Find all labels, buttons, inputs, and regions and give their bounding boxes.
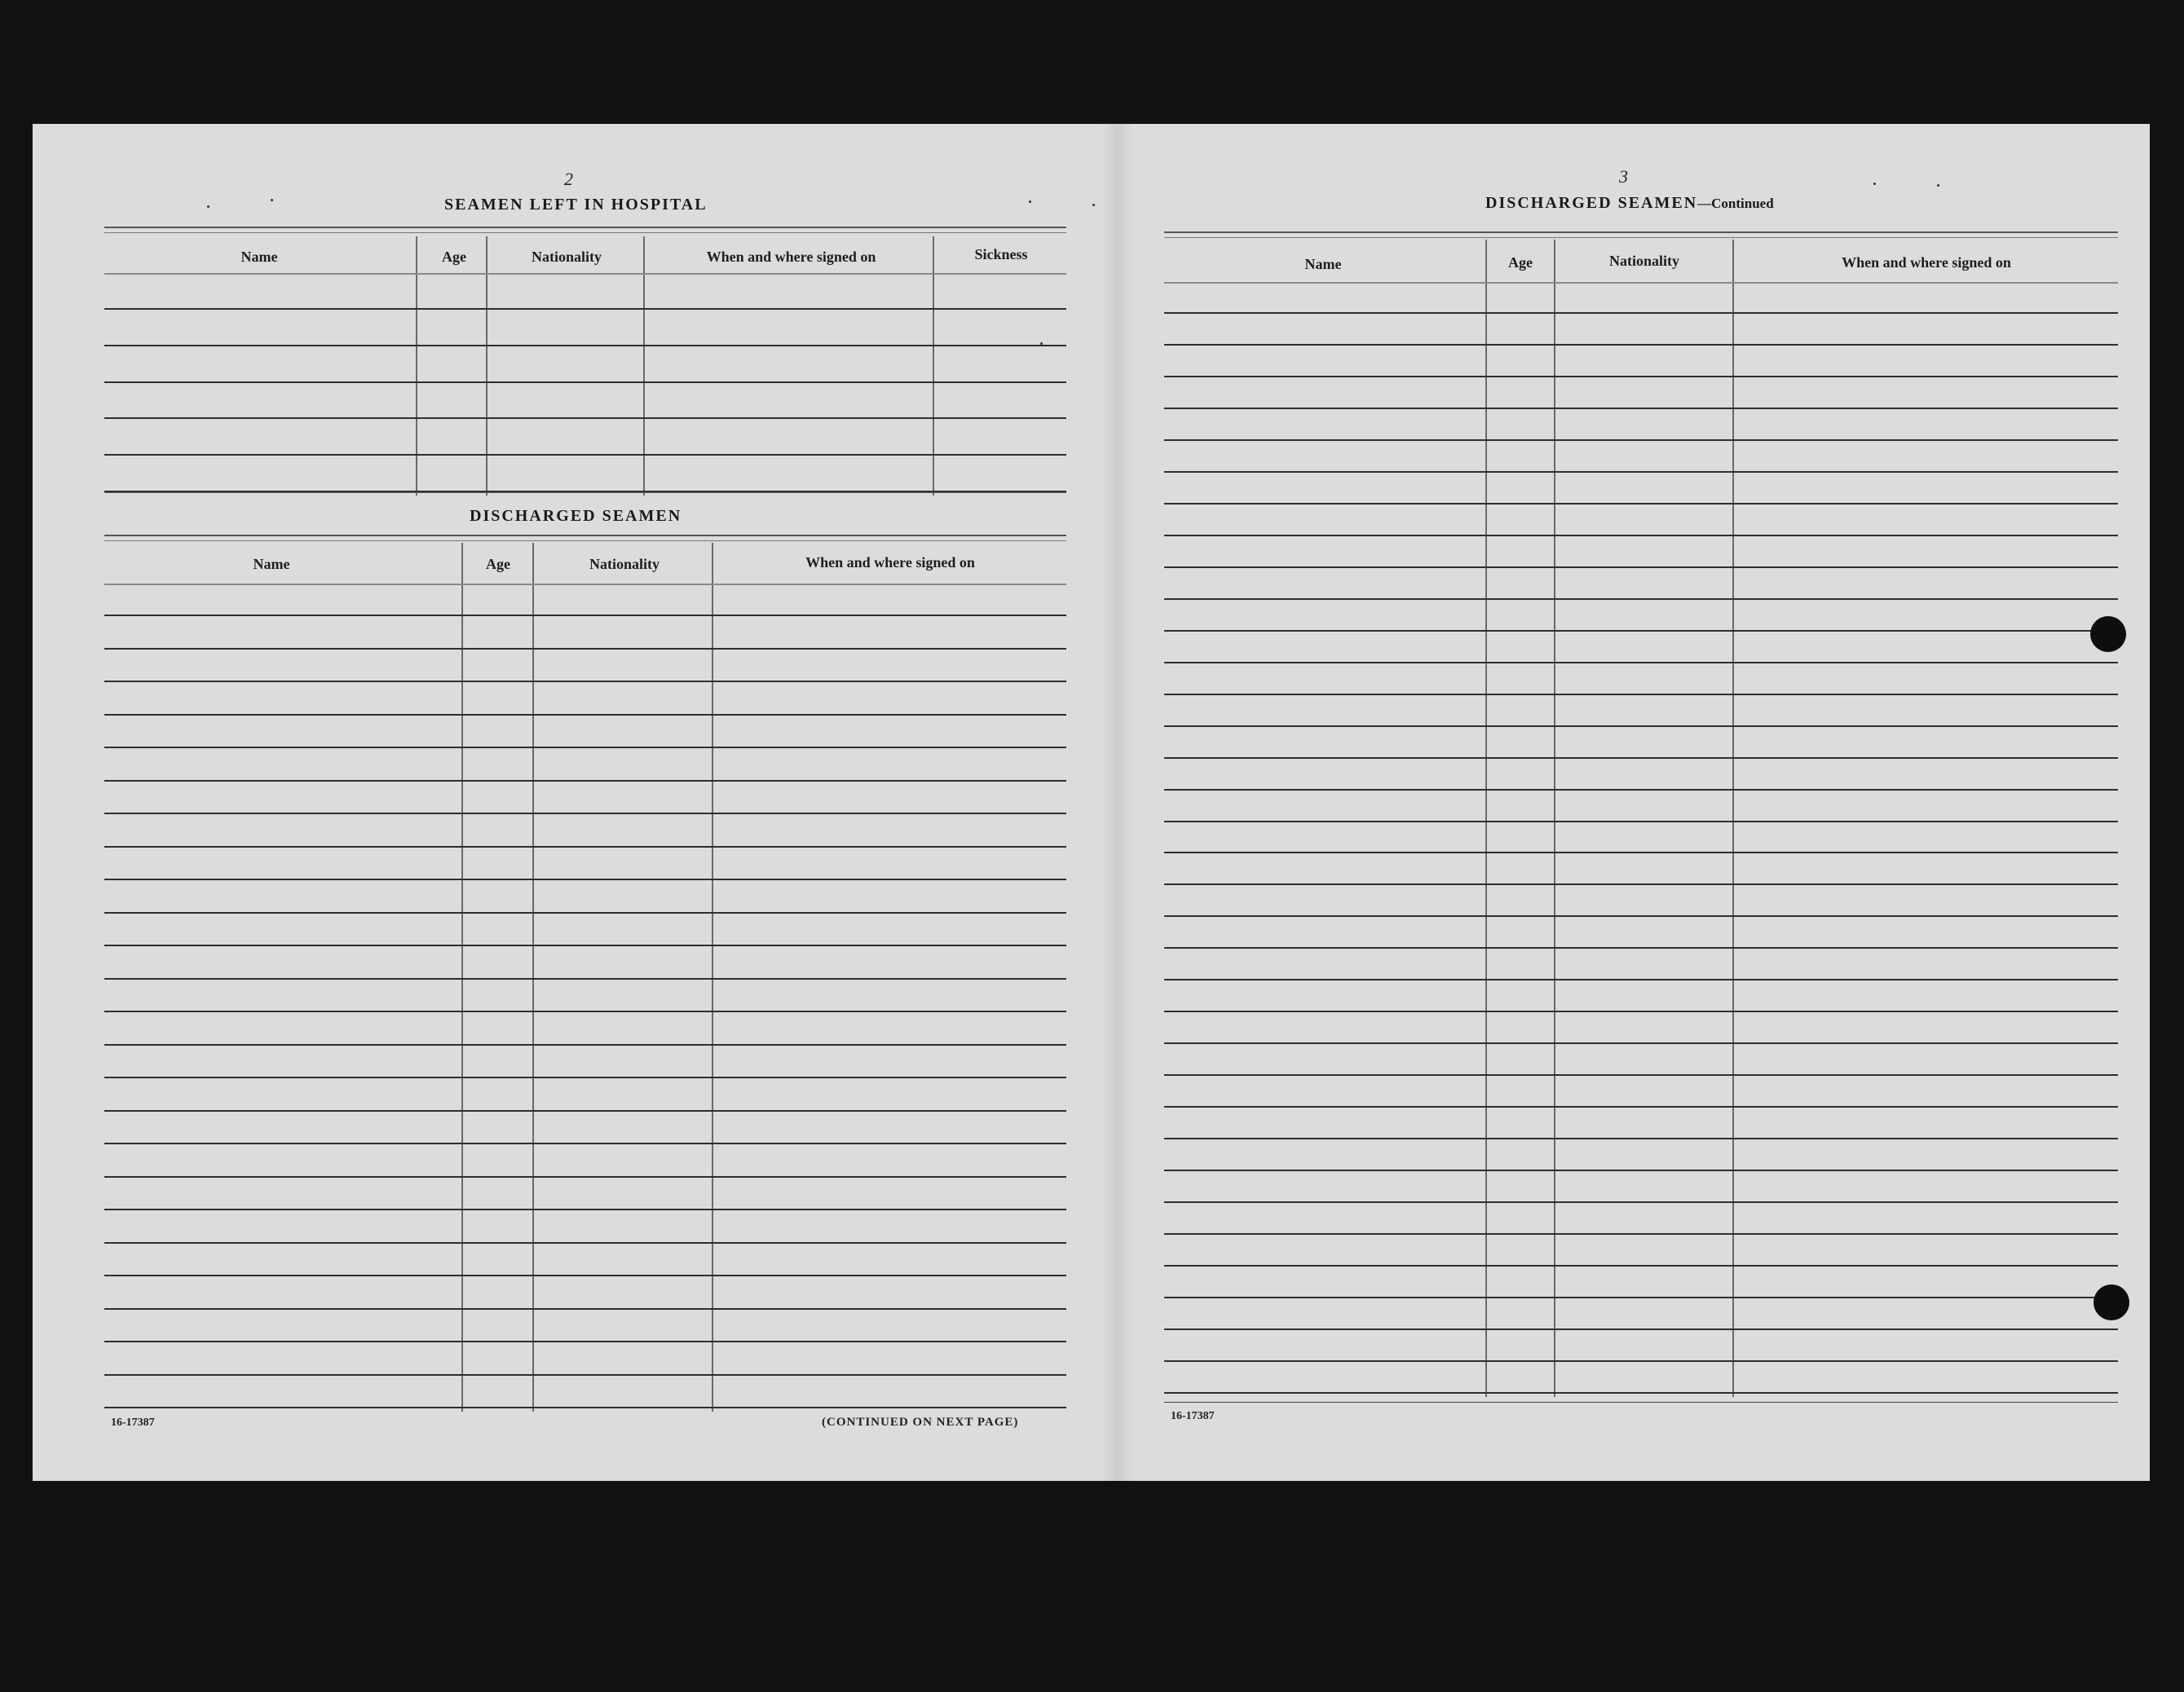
table-row-rule [1164, 503, 2118, 505]
table-row-rule [104, 648, 1066, 650]
table-row-rule [104, 615, 1066, 616]
table-row-rule [104, 1242, 1066, 1244]
scan-speck [1029, 200, 1031, 203]
header-name: Name [1304, 256, 1342, 272]
right-bottom-rule [1164, 1402, 2118, 1404]
table-row-rule [1164, 789, 2118, 791]
discharged-section-title: DISCHARGED SEAMEN [470, 507, 682, 525]
header-underline [104, 584, 1066, 585]
header-when-where: When and where signed on [1842, 254, 2011, 271]
discharged-table-right [1164, 240, 2118, 1397]
hospital-bottom-rule [104, 492, 1066, 495]
hospital-table [104, 236, 1066, 496]
continued-note: (CONTINUED ON NEXT PAGE) [822, 1416, 1019, 1429]
discharged-table-left [104, 543, 1066, 1412]
table-row-rule [104, 681, 1066, 682]
table-row-rule [1164, 376, 2118, 377]
table-row-rule [1164, 852, 2118, 853]
table-row-rule [104, 1176, 1066, 1178]
scan-speck [1092, 204, 1095, 206]
table-row-rule [1164, 915, 2118, 917]
scan-speck [1873, 183, 1876, 185]
table-row-rule [1164, 662, 2118, 663]
left-page-number: 2 [564, 169, 573, 189]
table-row-rule [1164, 979, 2118, 980]
header-when-where: When and where signed on [805, 554, 975, 571]
table-row-rule [104, 308, 1066, 310]
header-underline [104, 273, 1066, 275]
discharged-title-rule [104, 535, 1066, 541]
table-row-rule [104, 381, 1066, 383]
punch-hole [2090, 616, 2126, 652]
table-row-rule [104, 1110, 1066, 1112]
table-row-rule [1164, 947, 2118, 949]
header-age: Age [486, 556, 510, 572]
table-row-rule [104, 454, 1066, 456]
col-divider [1732, 240, 1734, 1397]
col-divider [486, 236, 488, 496]
table-row-rule [104, 714, 1066, 716]
table-row-rule [1164, 408, 2118, 409]
right-form-code: 16-17387 [1171, 1410, 1215, 1422]
scan-speck [1040, 342, 1043, 345]
table-row-rule [1164, 1297, 2118, 1298]
table-row-rule [104, 978, 1066, 980]
table-row-rule [104, 1044, 1066, 1046]
table-row-rule [1164, 1138, 2118, 1139]
page-fold-shadow [1101, 124, 1134, 1481]
table-row-rule [1164, 439, 2118, 441]
table-row-rule [104, 879, 1066, 880]
table-row-rule [1164, 1328, 2118, 1330]
header-nationality: Nationality [589, 556, 660, 572]
col-divider [933, 236, 934, 496]
table-row-rule [104, 1308, 1066, 1310]
table-row-rule [1164, 1042, 2118, 1044]
table-row-rule [1164, 1233, 2118, 1235]
table-row-rule [104, 417, 1066, 419]
table-row-rule [1164, 1011, 2118, 1012]
col-divider [1554, 240, 1555, 1397]
header-nationality: Nationality [531, 249, 602, 265]
table-row-rule [104, 846, 1066, 848]
table-row-rule [104, 345, 1066, 346]
header-age: Age [442, 249, 466, 265]
header-when-where: When and where signed on [706, 249, 876, 265]
table-row-rule [1164, 630, 2118, 632]
table-row-rule [1164, 725, 2118, 727]
table-row-rule [1164, 344, 2118, 346]
header-name: Name [240, 249, 278, 265]
table-row-rule [104, 780, 1066, 782]
table-row-rule [1164, 471, 2118, 473]
col-divider [416, 236, 417, 496]
header-underline [1164, 282, 2118, 284]
table-row-rule [104, 1407, 1066, 1408]
table-row-rule [1164, 1392, 2118, 1394]
hospital-section-title: SEAMEN LEFT IN HOSPITAL [444, 196, 708, 214]
table-row-rule [1164, 566, 2118, 568]
table-row-rule [104, 1341, 1066, 1342]
table-row-rule [1164, 1265, 2118, 1267]
table-row-rule [1164, 598, 2118, 600]
header-name: Name [253, 556, 290, 572]
table-row-rule [1164, 1074, 2118, 1076]
right-section-title [1485, 194, 1774, 213]
table-row-rule [1164, 312, 2118, 314]
table-row-rule [104, 747, 1066, 748]
table-row-rule [1164, 535, 2118, 536]
right-title-suffix: —Continued [1697, 196, 1774, 211]
scan-speck [271, 199, 273, 201]
table-row-rule [1164, 883, 2118, 885]
punch-hole [2094, 1284, 2129, 1320]
scanned-document [33, 124, 2150, 1481]
table-row-rule [104, 912, 1066, 914]
table-row-rule [104, 813, 1066, 814]
table-row-rule [1164, 1106, 2118, 1108]
table-row-rule [104, 1374, 1066, 1376]
right-page-number: 3 [1619, 166, 1628, 187]
col-divider [643, 236, 645, 496]
right-title-rule [1164, 231, 2118, 238]
table-row-rule [1164, 1201, 2118, 1203]
table-row-rule [1164, 821, 2118, 822]
table-row-rule [1164, 757, 2118, 759]
header-nationality: Nationality [1608, 253, 1679, 269]
table-row-rule [104, 1209, 1066, 1210]
table-row-rule [1164, 1360, 2118, 1362]
table-row-rule [1164, 1170, 2118, 1171]
table-row-rule [104, 1077, 1066, 1078]
header-sickness: Sickness [974, 246, 1028, 262]
table-row-rule [104, 1275, 1066, 1276]
table-row-rule [104, 1011, 1066, 1012]
left-form-code: 16-17387 [111, 1417, 155, 1429]
scan-speck [1937, 184, 1939, 187]
hospital-title-rule [104, 227, 1066, 233]
scan-speck [207, 205, 210, 208]
table-row-rule [1164, 694, 2118, 695]
table-row-rule [104, 945, 1066, 946]
right-title-main: DISCHARGED SEAMEN [1485, 194, 1698, 212]
table-row-rule [104, 1143, 1066, 1144]
header-age: Age [1508, 254, 1533, 271]
col-divider [1485, 240, 1487, 1397]
